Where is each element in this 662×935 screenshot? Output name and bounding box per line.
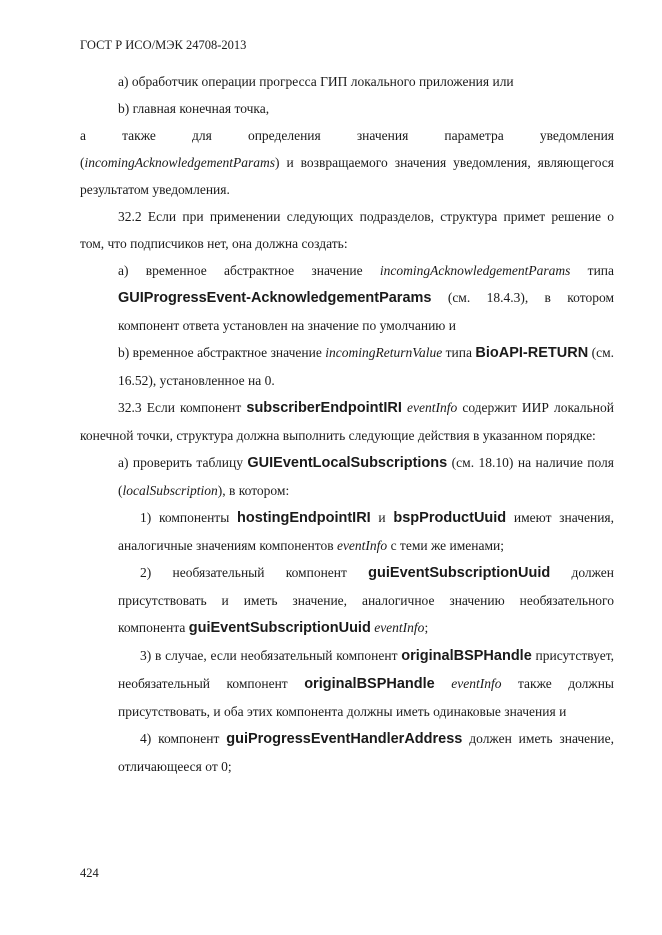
document-body xyxy=(80,68,614,780)
page-number: 424 xyxy=(80,866,99,880)
item-a-gui-handler: а) обработчик операции прогресса ГИП локального приложения или xyxy=(118,74,514,89)
item-a-temp-ack-params: а) временное абстрактное значение incomingAcknowledgementParams типа GUIProgressEvent-AcknowledgementParams (см. 18.4.3), в котором компонент ответа установлен на значение по умолчанию и xyxy=(118,263,615,333)
clause-32-2: 32.2 Если при применении следующих подразделов, структура примет решение о том, что подписчиков нет, она должна создать: xyxy=(80,209,614,251)
subitem-2-subscription-uuid: 2) необязательный компонент guiEventSubscriptionUuid должен присутствовать и иметь значение, аналогичное значению необязательного компонента guiEventSubscriptionUuid eventInfo; xyxy=(118,565,614,636)
subitem-3-bsp-handle: 3) в случае, если необязательный компонент originalBSPHandle присутствует, необязательный компонент originalBSPHandle eventInfo также должны присутствовать, и оба этих компонента должны иметь одинаковые значения и xyxy=(118,648,615,719)
paragraph-notification-params: а также для определения значения параметра уведомления (incomingAcknowledgementParams) и возвращаемого значения уведомления, являющегося результатом уведомления. xyxy=(80,128,614,197)
item-b-main-endpoint: b) главная конечная точка, xyxy=(118,101,270,116)
item-b-temp-return-value: b) временное абстрактное значение incomingReturnValue типа BioAPI-RETURN (см. 16.52), установленное на 0. xyxy=(118,345,615,388)
item-a-check-table: а) проверить таблицу GUIEventLocalSubscriptions (см. 18.10) на наличие поля (localSubscription), в котором: xyxy=(118,455,614,498)
document-header: ГОСТ Р ИСО/МЭК 24708-2013 xyxy=(80,38,247,52)
clause-32-3: 32.3 Если компонент subscriberEndpointIRI eventInfo содержит ИИР локальной конечной точки, структура должна выполнить следующие действия в указанном порядке: xyxy=(80,400,615,443)
subitem-1-components: 1) компоненты hostingEndpointIRI и bspProductUuid имеют значения, аналогичные значениям компонентов eventInfo с теми же именами; xyxy=(118,510,615,553)
subitem-4-handler-address: 4) компонент guiProgressEventHandlerAddress должен иметь значение, отличающееся от 0; xyxy=(118,731,614,774)
